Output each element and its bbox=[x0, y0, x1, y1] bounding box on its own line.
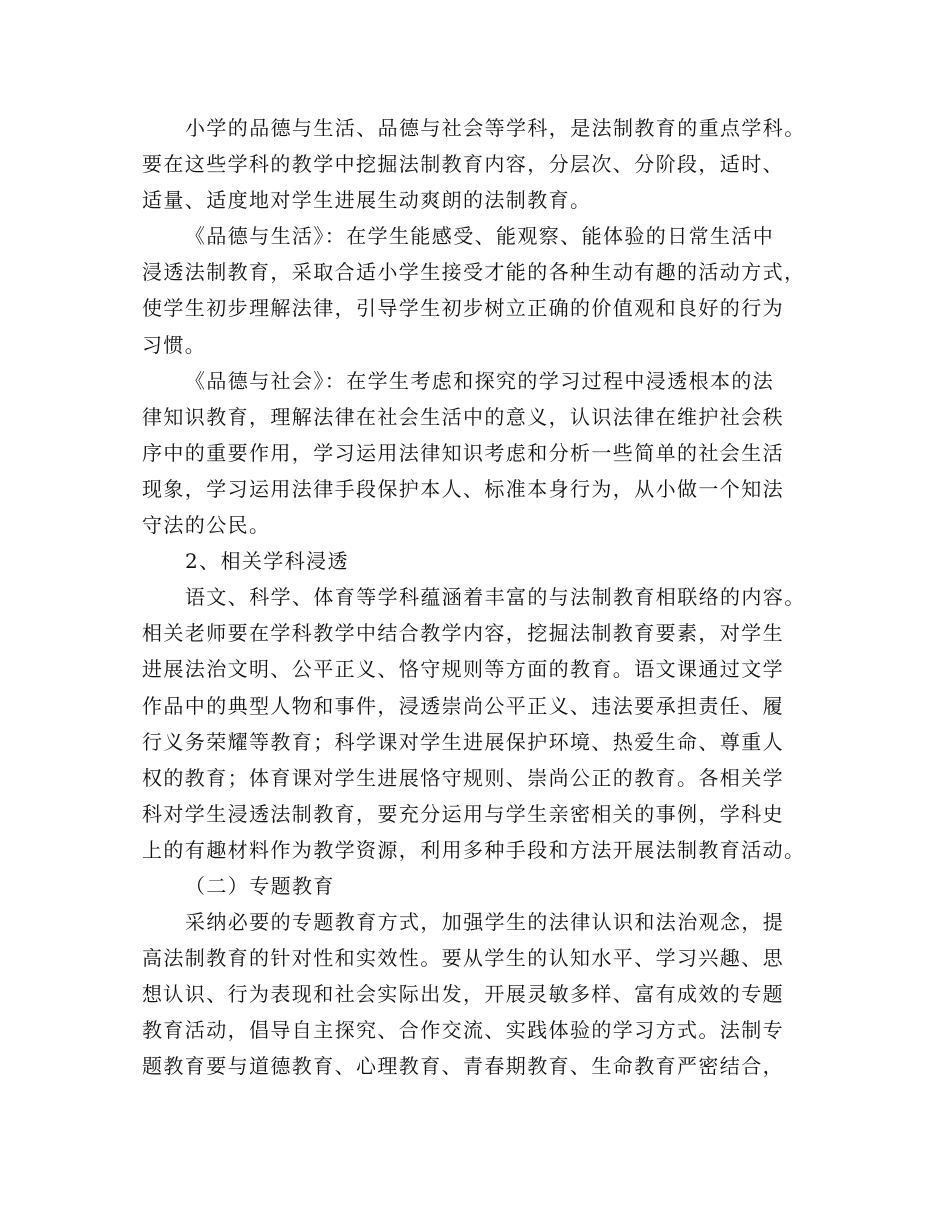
text-line: 小学的品德与生活、品德与社会等学科，是法制教育的重点学科。 bbox=[185, 116, 806, 140]
text-line: 律知识教育，理解法律在社会生活中的意义，认识法律在维护社会秩 bbox=[142, 404, 784, 429]
text-line: 教育活动，倡导自主探究、合作交流、实践体验的学习方式。法制专 bbox=[142, 1018, 784, 1043]
text-line: 守法的公民。 bbox=[142, 513, 271, 538]
text-line: 题教育要与道德教育、心理教育、青春期教育、生命教育严密结合， bbox=[142, 1054, 784, 1079]
text-line: 习惯。 bbox=[142, 332, 207, 357]
text-line: 现象，学习运用法律手段保护本人、标准本身行为，从小做一个知法 bbox=[142, 476, 784, 501]
text-line: 想认识、行为表现和社会实际出发，开展灵敏多样、富有成效的专题 bbox=[142, 982, 784, 1007]
text-line: 采纳必要的专题教育方式，加强学生的法律认识和法治观念，提 bbox=[185, 910, 785, 935]
text-line: 适量、适度地对学生进展生动爽朗的法制教育。 bbox=[142, 188, 592, 213]
text-line: 作品中的典型人物和事件，浸透崇尚公平正义、违法要承担责任、履 bbox=[142, 693, 784, 718]
text-line: 序中的重要作用，学习运用法律知识考虑和分析一些简单的社会生活 bbox=[142, 440, 784, 465]
text-line: 上的有趣材料作为教学资源，利用多种手段和方法开展法制教育活动。 bbox=[142, 837, 806, 862]
text-line: 《品德与生活》：在学生能感受、能观察、能体验的日常生活中 bbox=[185, 224, 775, 249]
text-line: 进展法治文明、公平正义、恪守规则等方面的教育。语文课通过文学 bbox=[142, 657, 784, 682]
text-line: 浸透法制教育，采取合适小学生接受才能的各种生动有趣的活动方式， bbox=[142, 260, 806, 285]
document-body bbox=[142, 110, 822, 1085]
text-line: 高法制教育的针对性和实效性。要从学生的认知水平、学习兴趣、思 bbox=[142, 946, 784, 971]
text-line: （二）专题教育 bbox=[185, 873, 335, 898]
text-line: 权的教育；体育课对学生进展恪守规则、崇尚公正的教育。各相关学 bbox=[142, 765, 784, 790]
text-line: 行义务荣耀等教育；科学课对学生进展保护环境、热爱生命、尊重人 bbox=[142, 729, 784, 754]
text-line: 要在这些学科的教学中挖掘法制教育内容，分层次、分阶段，适时、 bbox=[142, 152, 784, 177]
text-line: 2、相关学科浸透 bbox=[185, 549, 349, 574]
text-line: 使学生初步理解法律，引导学生初步树立正确的价值观和良好的行为 bbox=[142, 296, 784, 321]
text-line: 科对学生浸透法制教育，要充分运用与学生亲密相关的事例，学科史 bbox=[142, 801, 784, 826]
text-line: 《品德与社会》：在学生考虑和探究的学习过程中浸透根本的法 bbox=[185, 368, 775, 393]
text-line: 语文、科学、体育等学科蕴涵着丰富的与法制教育相联络的内容。 bbox=[185, 585, 806, 610]
text-line: 相关老师要在学科教学中结合教学内容，挖掘法制教育要素，对学生 bbox=[142, 621, 784, 646]
